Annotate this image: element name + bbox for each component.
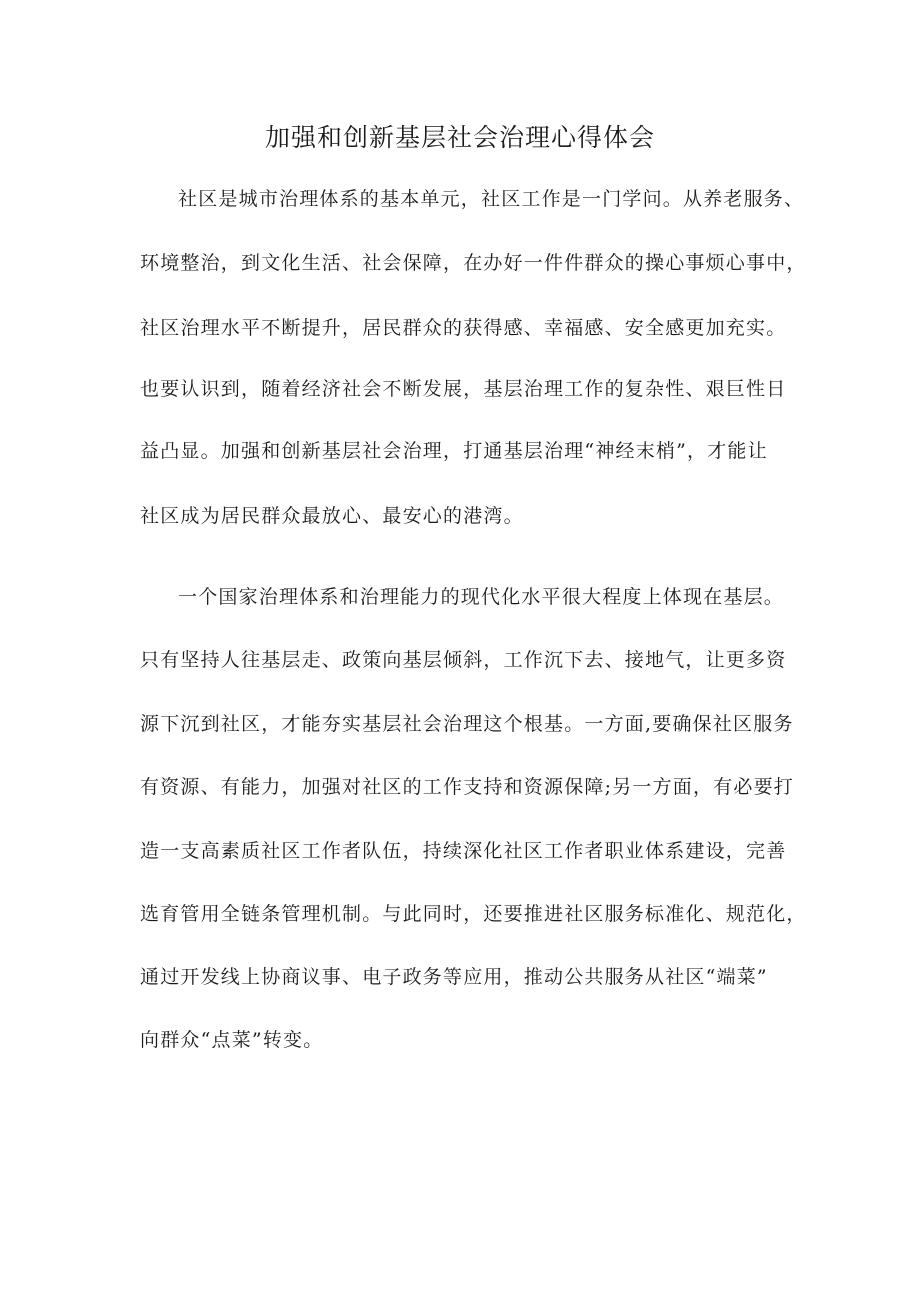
text-line: 有资源、有能力，加强对社区的工作支持和资源保障;另一方面，有必要打 <box>140 776 795 798</box>
text-line: 社区成为居民群众最放心、最安心的港湾。 <box>140 505 524 527</box>
text-line: 选育管用全链条管理机制。与此同时，还要推进社区服务标准化、规范化， <box>140 903 807 925</box>
page-title: 加强和创新基层社会治理心得体会 <box>264 123 655 152</box>
text-line: 环境整治，到文化生活、社会保障，在办好一件件群众的操心事烦心事中， <box>140 252 807 274</box>
text-line: 源下沉到社区，才能夯实基层社会治理这个根基。一方面,要确保社区服务 <box>140 713 794 735</box>
text-line: 益凸显。加强和创新基层社会治理，打通基层治理“神经末梢”，才能让 <box>140 440 768 462</box>
text-line: 通过开发线上协商议事、电子政务等应用，推动公共服务从社区“端菜” <box>140 966 768 988</box>
text-line: 也要认识到，随着经济社会不断发展，基层治理工作的复杂性、艰巨性日 <box>140 378 787 400</box>
text-line: 社区是城市治理体系的基本单元，社区工作是一门学问。从养老服务、 <box>178 188 805 210</box>
text-line: 只有坚持人往基层走、政策向基层倾斜，工作沉下去、接地气，让更多资 <box>140 649 787 671</box>
text-line: 向群众“点菜”转变。 <box>140 1029 324 1051</box>
text-line: 一个国家治理体系和治理能力的现代化水平很大程度上体现在基层。 <box>178 586 785 608</box>
text-line: 社区治理水平不断提升，居民群众的获得感、幸福感、安全感更加充实。 <box>140 317 787 339</box>
text-line: 造一支高素质社区工作者队伍，持续深化社区工作者职业体系建设，完善 <box>140 840 787 862</box>
